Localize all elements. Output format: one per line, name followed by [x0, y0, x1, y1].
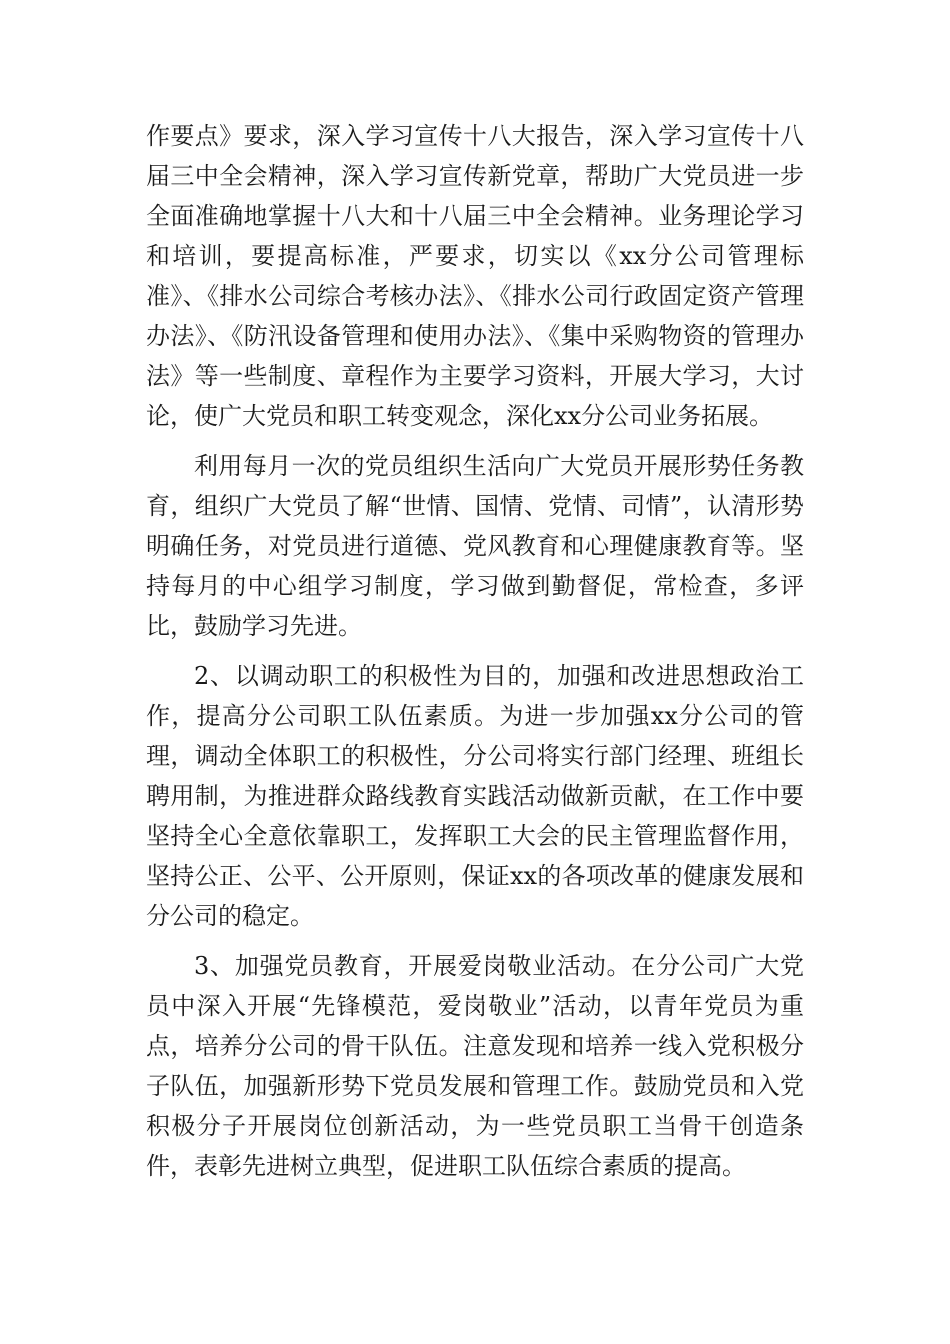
paragraph-3: 2、以调动职工的积极性为目的，加强和改进思想政治工作，提高分公司职工队伍素质。为进一步加强xx分公司的管理，调动全体职工的积极性，分公司将实行部门经理、班组长聘用制，为推进群众路线教育实践活动做新贡献，在工作中要坚持全心全意依靠职工，发挥职工大会的民主管理监督作用，坚持公正、公平、公开原则，保证xx的各项改革的健康发展和分公司的稳定。	[146, 662, 804, 930]
document-body	[146, 116, 804, 1196]
paragraph-2: 利用每月一次的党员组织生活向广大党员开展形势任务教育，组织广大党员了解“世情、国情、党情、司情”，认清形势明确任务，对党员进行道德、党风教育和心理健康教育等。坚持每月的中心组学习制度，学习做到勤督促，常检查，多评比，鼓励学习先进。	[146, 452, 804, 640]
paragraph-4: 3、加强党员教育，开展爱岗敬业活动。在分公司广大党员中深入开展“先锋模范，爱岗敬业”活动，以青年党员为重点，培养分公司的骨干队伍。注意发现和培养一线入党积极分子队伍，加强新形势下党员发展和管理工作。鼓励党员和入党积极分子开展岗位创新活动，为一些党员职工当骨干创造条件，表彰先进树立典型，促进职工队伍综合素质的提高。	[146, 952, 804, 1180]
paragraph-1: 作要点》要求，深入学习宣传十八大报告，深入学习宣传十八届三中全会精神，深入学习宣传新党章，帮助广大党员进一步全面准确地掌握十八大和十八届三中全会精神。业务理论学习和培训，要提高标准，严要求，切实以《xx分公司管理标准》、《排水公司综合考核办法》、《排水公司行政固定资产管理办法》、《防汛设备管理和使用办法》、《集中采购物资的管理办法》等一些制度、章程作为主要学习资料，开展大学习，大讨论，使广大党员和职工转变观念，深化xx分公司业务拓展。	[146, 122, 804, 430]
